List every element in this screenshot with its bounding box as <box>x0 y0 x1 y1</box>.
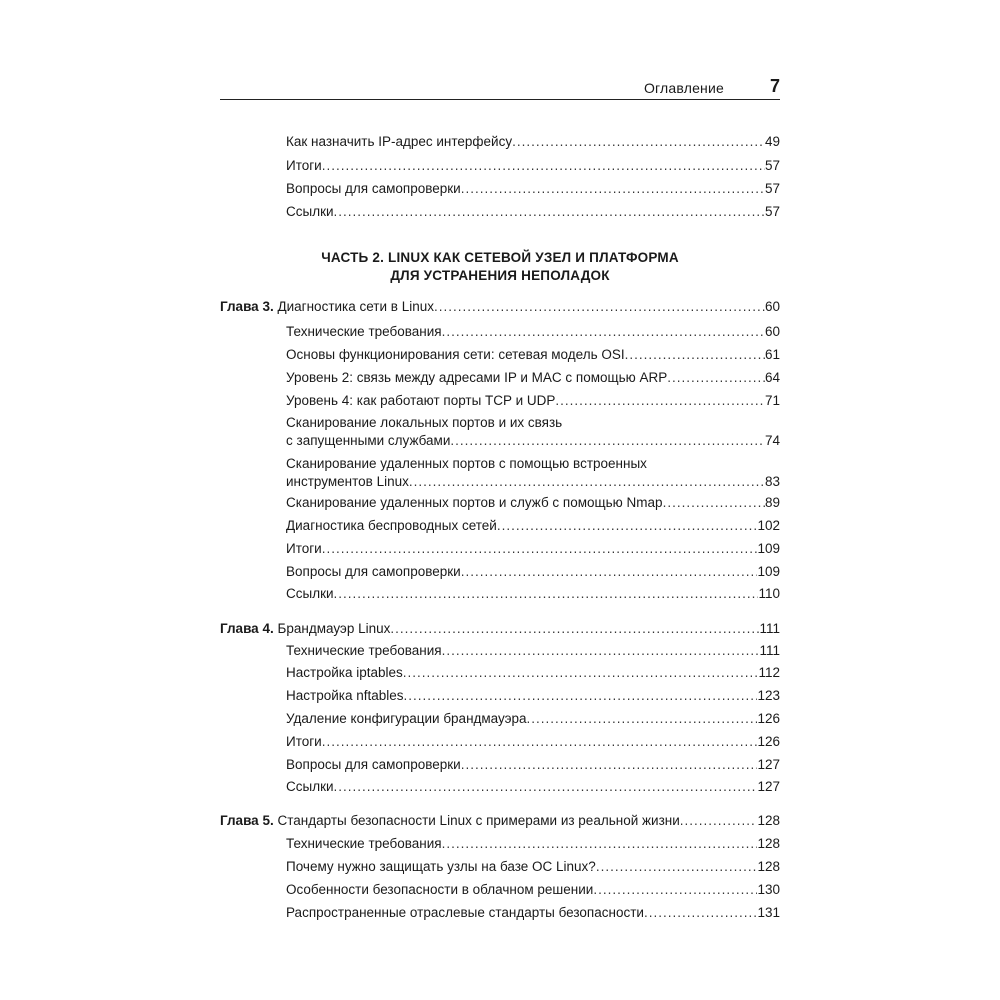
leader-dots <box>442 835 758 853</box>
toc-entry-page: 74 <box>764 433 780 448</box>
toc-entry-page: 49 <box>764 134 780 149</box>
part-heading-line1: ЧАСТЬ 2. LINUX КАК СЕТЕВОЙ УЗЕЛ И ПЛАТФОРМА <box>321 250 679 265</box>
leader-dots <box>555 392 765 410</box>
toc-entry-page: 112 <box>758 665 780 680</box>
toc-entry-page: 64 <box>764 370 780 385</box>
toc-entry-label: Удаление конфигурации брандмауэра <box>286 711 527 726</box>
toc-entry <box>286 517 780 535</box>
leader-dots <box>625 346 765 364</box>
toc-entry <box>286 540 780 558</box>
toc-entry <box>286 778 780 796</box>
toc-entry-label: Итоги <box>286 158 322 173</box>
toc-entry <box>286 756 780 774</box>
chapter-prefix: Глава 5. <box>220 813 274 828</box>
running-header-title: Оглавление <box>643 80 724 96</box>
toc-entry <box>286 904 780 922</box>
toc-entry-label: Итоги <box>286 734 322 749</box>
toc-entry-page: 126 <box>757 734 780 749</box>
toc-entry-label: Технические требования <box>286 643 442 658</box>
chapter-entry <box>220 812 780 830</box>
leader-dots <box>512 133 765 151</box>
toc-entry-label: Вопросы для самопроверки <box>286 181 461 196</box>
toc-entry-label-line1: Сканирование локальных портов и их связь <box>286 415 563 430</box>
toc-entry-page: 131 <box>757 905 780 920</box>
leader-dots <box>442 642 760 660</box>
running-header <box>220 76 780 98</box>
leader-dots <box>434 298 765 316</box>
toc-entry-page: 57 <box>764 181 780 196</box>
toc-entry-page: 83 <box>764 474 780 489</box>
toc-entry-page: 110 <box>758 586 780 601</box>
toc-entry <box>286 881 780 899</box>
leader-dots <box>322 157 765 175</box>
toc-entry-label: Настройка iptables <box>286 665 403 680</box>
leader-dots <box>497 517 758 535</box>
toc-entry-label: Сканирование удаленных портов и служб с помощью Nmap <box>286 495 663 510</box>
part-heading <box>220 249 780 285</box>
toc-entry <box>286 180 780 198</box>
leader-dots <box>667 369 765 387</box>
toc-entry-page: 109 <box>757 541 780 556</box>
toc-entry-label-line2: с запущенными службами <box>286 433 451 448</box>
toc-entry-page: 127 <box>757 779 780 794</box>
toc-entry-page: 126 <box>757 711 780 726</box>
leader-dots <box>461 756 758 774</box>
chapter-title: Стандарты безопасности Linux с примерами из реальной жизни <box>277 813 680 828</box>
toc-entry <box>286 710 780 728</box>
toc-entry-label: Вопросы для самопроверки <box>286 564 461 579</box>
toc-entry-label: Ссылки <box>286 586 334 601</box>
toc-entry <box>286 369 780 387</box>
toc-entry <box>286 346 780 364</box>
toc-entry-page: 71 <box>764 393 780 408</box>
toc-entry-label: Основы функционирования сети: сетевая модель OSI <box>286 347 625 362</box>
leader-dots <box>322 733 758 751</box>
chapter-page: 60 <box>764 299 780 314</box>
toc-entry-multiline <box>286 414 780 450</box>
leader-dots <box>461 563 758 581</box>
toc-entry <box>286 494 780 512</box>
toc-entry-label: Уровень 2: связь между адресами IP и MAC с помощью ARP <box>286 370 668 385</box>
toc-entry-page: 123 <box>757 688 780 703</box>
leader-dots <box>450 432 765 450</box>
toc-entry-label: Распространенные отраслевые стандарты безопасности <box>286 905 644 920</box>
toc-entry <box>286 323 780 341</box>
chapter-entry <box>220 620 780 638</box>
toc-entry-label: Как назначить IP-адрес интерфейсу <box>286 134 513 149</box>
toc-entry-page: 57 <box>764 204 780 219</box>
toc-entry-page: 61 <box>764 347 780 362</box>
leader-dots <box>334 585 759 603</box>
toc-entry-page: 127 <box>757 757 780 772</box>
leader-dots <box>334 203 765 221</box>
toc-entry <box>286 585 780 603</box>
toc-entry-label-line1: Сканирование удаленных портов с помощью встроенных <box>286 456 647 471</box>
toc-entry-label: Технические требования <box>286 836 442 851</box>
toc-entry-label: Ссылки <box>286 779 334 794</box>
leader-dots <box>409 473 765 491</box>
toc-entry-page: 89 <box>764 495 780 510</box>
leader-dots <box>680 812 758 830</box>
chapter-entry <box>220 298 780 316</box>
toc-entry-label: Ссылки <box>286 204 334 219</box>
chapter-title: Диагностика сети в Linux <box>277 299 434 314</box>
header-rule <box>220 99 780 100</box>
chapter-title: Брандмауэр Linux <box>277 621 391 636</box>
leader-dots <box>404 687 758 705</box>
toc-entry-label: Диагностика беспроводных сетей <box>286 518 497 533</box>
leader-dots <box>390 620 759 638</box>
toc-entry-page: 111 <box>759 643 780 658</box>
toc-entry-label: Настройка nftables <box>286 688 404 703</box>
toc-entry-label: Технические требования <box>286 324 442 339</box>
leader-dots <box>644 904 758 922</box>
part-heading-line2: ДЛЯ УСТРАНЕНИЯ НЕПОЛАДОК <box>390 268 610 283</box>
toc-entry-label-line2: инструментов Linux <box>286 474 409 489</box>
toc-entry-page: 128 <box>757 836 780 851</box>
toc-entry-label: Итоги <box>286 541 322 556</box>
leader-dots <box>442 323 765 341</box>
toc-entry <box>286 642 780 660</box>
toc-entry-page: 128 <box>757 859 780 874</box>
toc-entry-label: Вопросы для самопроверки <box>286 757 461 772</box>
chapter-page: 111 <box>759 621 780 636</box>
toc-entry-page: 57 <box>764 158 780 173</box>
toc-entry <box>286 858 780 876</box>
toc-entry-label: Почему нужно защищать узлы на базе ОС Linux? <box>286 859 596 874</box>
leader-dots <box>663 494 765 512</box>
toc-entry-page: 109 <box>757 564 780 579</box>
toc-entry-multiline <box>286 455 780 491</box>
toc-entry <box>286 203 780 221</box>
leader-dots <box>596 858 758 876</box>
chapter-prefix: Глава 3. <box>220 299 274 314</box>
toc-entry <box>286 733 780 751</box>
leader-dots <box>322 540 758 558</box>
toc-entry <box>286 157 780 175</box>
toc-entry-page: 130 <box>757 882 780 897</box>
leader-dots <box>593 881 757 899</box>
toc-entry <box>286 687 780 705</box>
toc-entry <box>286 563 780 581</box>
leader-dots <box>527 710 758 728</box>
toc-entry-page: 102 <box>757 518 780 533</box>
leader-dots <box>403 664 759 682</box>
toc-entry-label: Особенности безопасности в облачном решении <box>286 882 594 897</box>
toc-entry-page: 60 <box>764 324 780 339</box>
leader-dots <box>461 180 765 198</box>
leader-dots <box>334 778 758 796</box>
toc-entry <box>286 392 780 410</box>
chapter-prefix: Глава 4. <box>220 621 274 636</box>
toc-entry-label: Уровень 4: как работают порты TCP и UDP <box>286 393 556 408</box>
page-number: 7 <box>769 76 780 96</box>
toc-entry <box>286 835 780 853</box>
chapter-page: 128 <box>757 813 780 828</box>
toc-entry <box>286 664 780 682</box>
toc-entry <box>286 133 780 151</box>
